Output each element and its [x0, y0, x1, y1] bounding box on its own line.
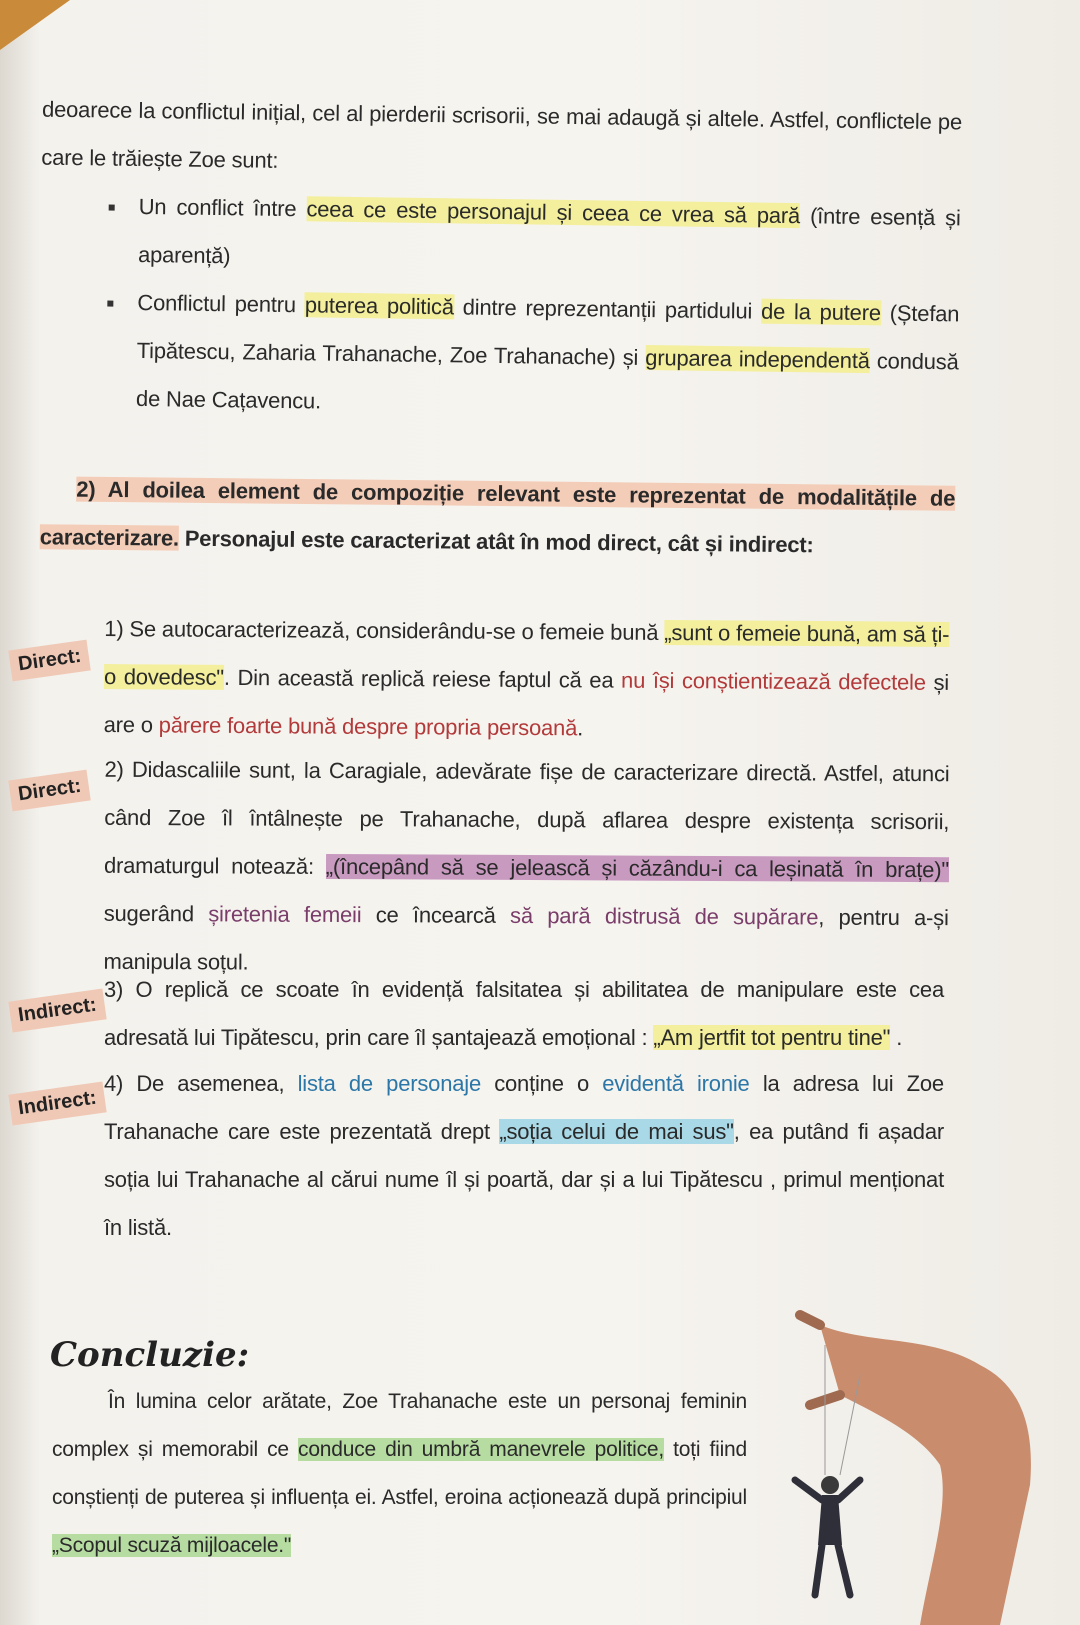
intro-section [38, 86, 963, 435]
highlighted-text: „(începând să se jelească și căzându-i ca leșinată în brațe)" [325, 853, 950, 883]
highlighted-text: puterea politică [304, 292, 455, 320]
item-4 [104, 1060, 944, 1252]
text-segment: Personajul este caracterizat atât în mod direct, cât și indirect: [178, 525, 814, 558]
text-segment: conține o [481, 1071, 603, 1096]
text-segment: 2) Didascaliile sunt, la Caragiale, adevărate fișe de caracterizare directă. Astfel, atunci când Zoe îl întâlnește pe Trahanache, după aflarea despre existența scrisorii, dramaturgul notează: [103, 756, 950, 879]
tag-direct: Direct: [8, 640, 91, 682]
bullet-item [104, 182, 961, 290]
highlighted-text: ceea ce este personajul și ceea ce vrea să pară [306, 196, 801, 229]
text-segment: și are o [103, 669, 950, 738]
highlighted-text: „Scopul scuză mijloacele." [52, 1534, 292, 1557]
puppeteer-hand-illustration [780, 1305, 1040, 1625]
text-segment: (Ștefan Tipătescu, Zaharia Trahanache, Zoe Trahanache) și [136, 300, 960, 371]
text-segment: . [890, 1025, 903, 1050]
tag-direct: Direct: [8, 770, 91, 812]
intro-paragraph [41, 86, 962, 195]
highlighted-text: 2) Al doilea element de compoziție relevant este reprezentat de modalitățile de caracterizare. [39, 476, 956, 551]
text-segment: . [577, 715, 584, 741]
item-1 [104, 605, 950, 755]
text-segment: ce încearcă [361, 902, 511, 928]
highlighted-text: de la putere [760, 298, 882, 326]
bullet-item [102, 278, 960, 434]
highlighted-text: „sunt o femeie bună, am să ți-o dovedesc" [103, 619, 950, 690]
item-paragraph [103, 746, 949, 990]
item-paragraph [104, 966, 944, 1062]
text-segment: , pentru a-și manipula soțul. [103, 904, 949, 975]
text-segment: Un conflict între [138, 193, 307, 222]
text-segment: În lumina celor arătate, Zoe Trahanache este un personaj feminin complex și memorabil ce [52, 1390, 747, 1461]
item-paragraph [104, 605, 950, 755]
highlighted-text: „soția celui de mai sus" [499, 1119, 734, 1144]
text-segment: . Din această replică reiese faptul că ea [223, 664, 622, 693]
item-2 [103, 746, 949, 990]
text-segment: 1) Se autocaracterizează, considerându-se o femeie bună [104, 616, 665, 645]
highlighted-text: șiretenia femeii [208, 901, 362, 928]
page-corner-decoration [0, 0, 70, 50]
text-segment: Conflictul pentru [137, 289, 306, 318]
text-segment: sugerând [103, 900, 209, 927]
tag-indirect: Indirect: [8, 1082, 106, 1126]
tag-indirect: Indirect: [8, 989, 106, 1033]
conclusion-title: Concluzie: [50, 1335, 250, 1375]
text-segment: 4) De asemenea, [104, 1071, 298, 1096]
highlighted-text: gruparea independentă [645, 345, 870, 374]
conclusion-section [52, 1378, 747, 1570]
text-segment: dintre reprezentanții partidului [453, 294, 762, 324]
section-2 [40, 465, 956, 571]
text-segment: condusă de Nae Cațavencu. [135, 348, 959, 414]
highlighted-text: nu își conștientizează defectele [621, 667, 926, 695]
text-segment: deoarece la conflictul inițial, cel al pierderii scrisorii, se mai adaugă și altele. Astfel, conflictele pe care le trăiește Zoe sunt: [41, 96, 963, 173]
highlighted-text: părere foarte bună despre propria persoană [158, 712, 578, 741]
text-segment: la adresa lui Zoe Trahanache care este prezentată drept [104, 1071, 944, 1144]
highlighted-text: să pară distrusă de supărare [510, 902, 819, 930]
highlighted-text: conduce din umbră manevrele politice, [298, 1438, 665, 1461]
highlighted-text: lista de personaje [297, 1071, 481, 1096]
text-segment: (între esență și aparență) [137, 203, 961, 269]
text-segment: toți fiind conștienți de puterea și influența ei. Astfel, eroina acționează după principiul [52, 1438, 748, 1509]
item-3 [104, 966, 944, 1062]
text-segment: , ea putând fi așadar soția lui Trahanache al cărui nume îl și poartă, dar și a lui Tipătescu , primul menționat în listă. [104, 1119, 944, 1240]
conclusion-paragraph [52, 1378, 747, 1570]
highlighted-text: „Am jertfit tot pentru tine" [653, 1025, 891, 1050]
section-2-paragraph [40, 465, 956, 571]
item-paragraph [104, 1060, 944, 1252]
highlighted-text: evidentă ironie [602, 1071, 750, 1096]
text-segment: 3) O replică ce scoate în evidență falsitatea și abilitatea de manipulare este cea adresată lui Tipătescu, prin care îl șantajează emoțional : [104, 977, 944, 1050]
